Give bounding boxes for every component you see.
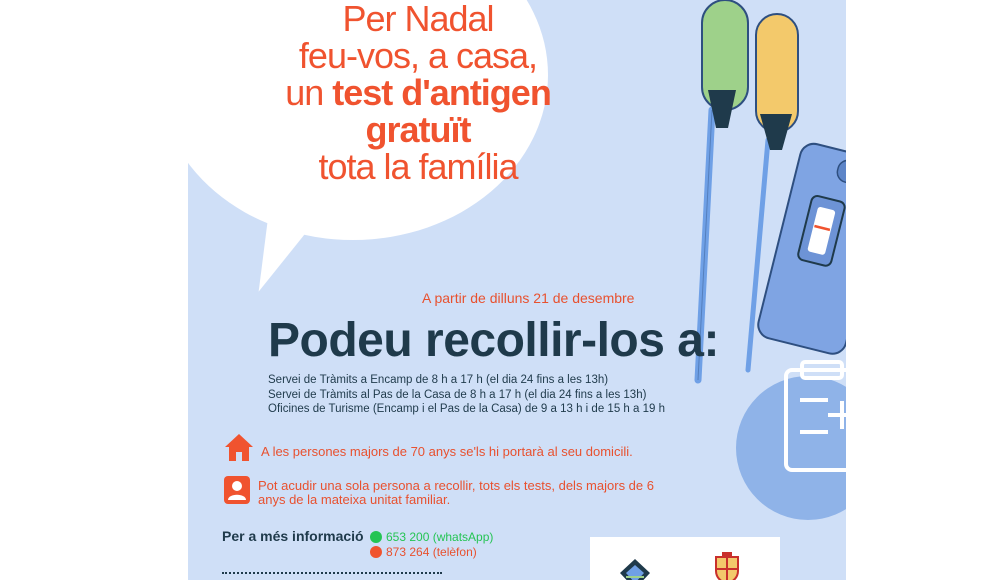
- notice-collect-line-2: anys de la mateixa unitat familiar.: [258, 492, 451, 507]
- collect-title: Podeu recollir-los a:: [268, 314, 719, 367]
- user-icon: [224, 476, 250, 504]
- service-item: Servei de Tràmits a Encamp de 8 h a 17 h (el dia 24 fins a les 13h): [268, 374, 609, 386]
- logos-panel: [590, 537, 780, 580]
- home-icon: [224, 432, 254, 462]
- start-date: A partir de dilluns 21 de desembre: [422, 290, 635, 306]
- headline-line-3-plain: un: [285, 72, 333, 113]
- headline-line-3: [268, 74, 568, 111]
- service-item: Servei de Tràmits al Pas de la Casa de 8 h a 17 h (el dia 24 fins a les 13h): [268, 388, 647, 401]
- footer-text-cut: [222, 572, 442, 577]
- headline-line-2: feu-vos, a casa,: [298, 35, 538, 76]
- headline-line-3-bold: test d'antigen: [332, 72, 551, 113]
- headline-line-5: tota la família: [318, 146, 518, 187]
- andorra-coat-of-arms-logo: [712, 551, 742, 580]
- phone-contact[interactable]: [370, 545, 477, 559]
- service-item: Oficines de Turisme (Encamp i el Pas de la Casa) de 9 a 13 h i de 15 h a 19 h: [268, 403, 665, 415]
- notice-elderly-text: A les persones majors de 70 anys se'ls hi portarà al seu domicili.: [261, 444, 633, 459]
- phone-icon: [370, 546, 382, 558]
- comu-encamp-logo: [618, 557, 652, 580]
- notice-collect-line-1: Pot acudir una sola persona a recollir, tots els tests, dels majors de 6: [258, 478, 654, 493]
- info-label: Per a més informació: [222, 528, 364, 544]
- headline-line-1: Per Nadal: [342, 0, 494, 39]
- whatsapp-icon: [370, 531, 382, 543]
- headline: [268, 0, 568, 185]
- whatsapp-number: 653 200 (whatsApp): [386, 530, 494, 544]
- phone-number: 873 264 (telèfon): [386, 545, 477, 559]
- poster: [188, 0, 846, 580]
- headline-line-4: gratuït: [365, 109, 471, 150]
- whatsapp-contact[interactable]: [370, 530, 493, 544]
- services-list: [268, 373, 665, 417]
